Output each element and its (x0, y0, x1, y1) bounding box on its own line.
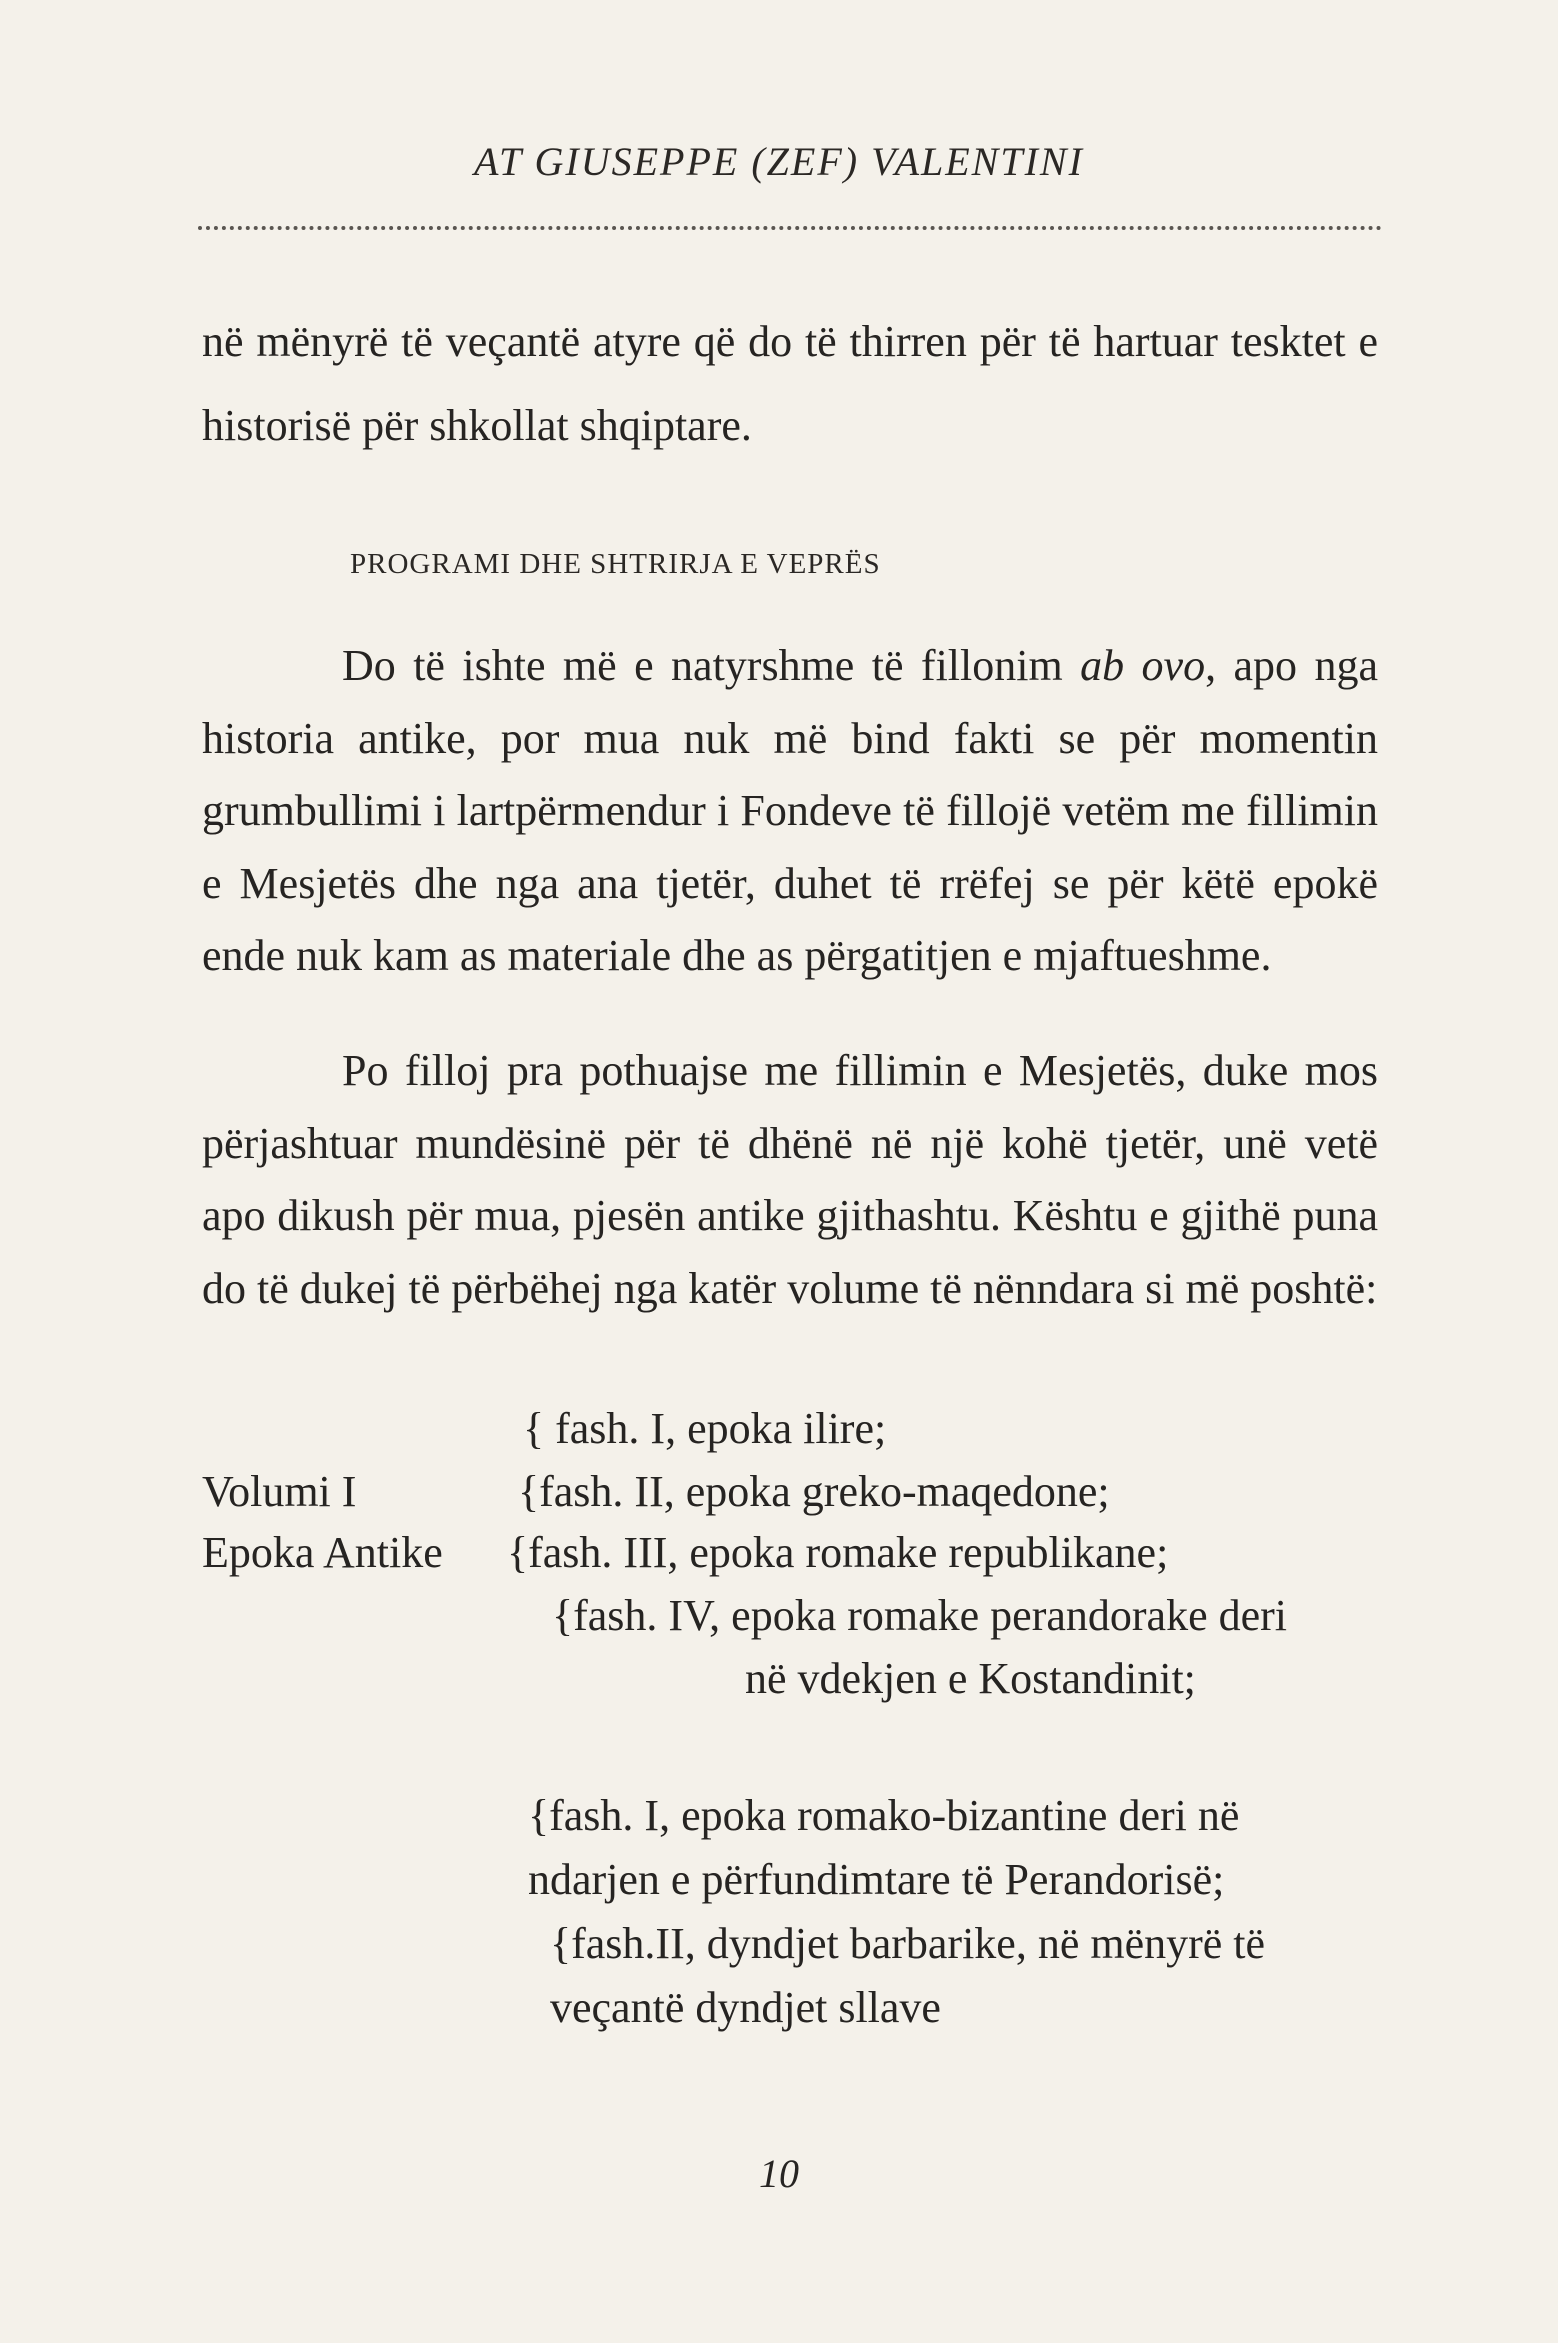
paragraph-1-text-end: , apo nga historia antike, por mua nuk më bind fakti se për momentin grumbullimi i lartpërmendur i Fondeve të fillojë vetëm me fillimin e Mesjetës dhe nga ana tjetër, duhet të rrëfej se për këtë epokë ende nuk kam as materiale dhe as përgatitjen e mjaftueshme. (202, 641, 1379, 980)
outline-entry: në vdekjen e Kostandinit; (745, 1654, 1196, 1703)
header-dotted-divider (198, 226, 1382, 230)
outline-entry: {fash. III, epoka romake republikane; (507, 1528, 1169, 1577)
paragraph-1 (202, 630, 1378, 993)
section-heading: PROGRAMI DHE SHTRIRJA E VEPRËS (350, 548, 881, 580)
outline-entry: ndarjen e përfundimtare të Perandorisë; (528, 1855, 1225, 1904)
page-number: 10 (759, 2151, 799, 2196)
outline-entry: { fash. I, epoka ilire; (523, 1404, 887, 1453)
volume-label: Volumi I (202, 1467, 357, 1516)
continuation-paragraph: në mënyrë të veçantë atyre që do të thirren për të hartuar tesktet e historisë për shkollat shqiptare. (202, 317, 1378, 450)
paragraph-2: Po filloj pra pothuajse me fillimin e Mesjetës, duke mos përjashtuar mundësinë për të dhënë në një kohë tjetër, unë vetë apo dikush për mua, pjesën antike gjithashtu. Kështu e gjithë puna do të dukej të përbëhej nga katër volume të nënndara si më poshtë: (202, 1046, 1378, 1313)
outline-entry: {fash. IV, epoka romake perandorake deri (552, 1591, 1288, 1640)
latin-phrase: ab ovo (1080, 641, 1206, 690)
outline-entry: {fash. II, epoka greko-maqedone; (518, 1467, 1110, 1516)
outline-entry: veçantë dyndjet sllave (550, 1983, 941, 2032)
outline-entry: {fash. I, epoka romako-bizantine deri në (528, 1791, 1240, 1840)
paragraph-1-text-start: Do të ishte më e natyrshme të fillonim (342, 641, 1081, 690)
epoch-label: Epoka Antike (202, 1528, 443, 1577)
running-header: AT GIUSEPPE (ZEF) VALENTINI (474, 139, 1084, 184)
outline-entry: {fash.II, dyndjet barbarike, në mënyrë të (550, 1919, 1266, 1968)
